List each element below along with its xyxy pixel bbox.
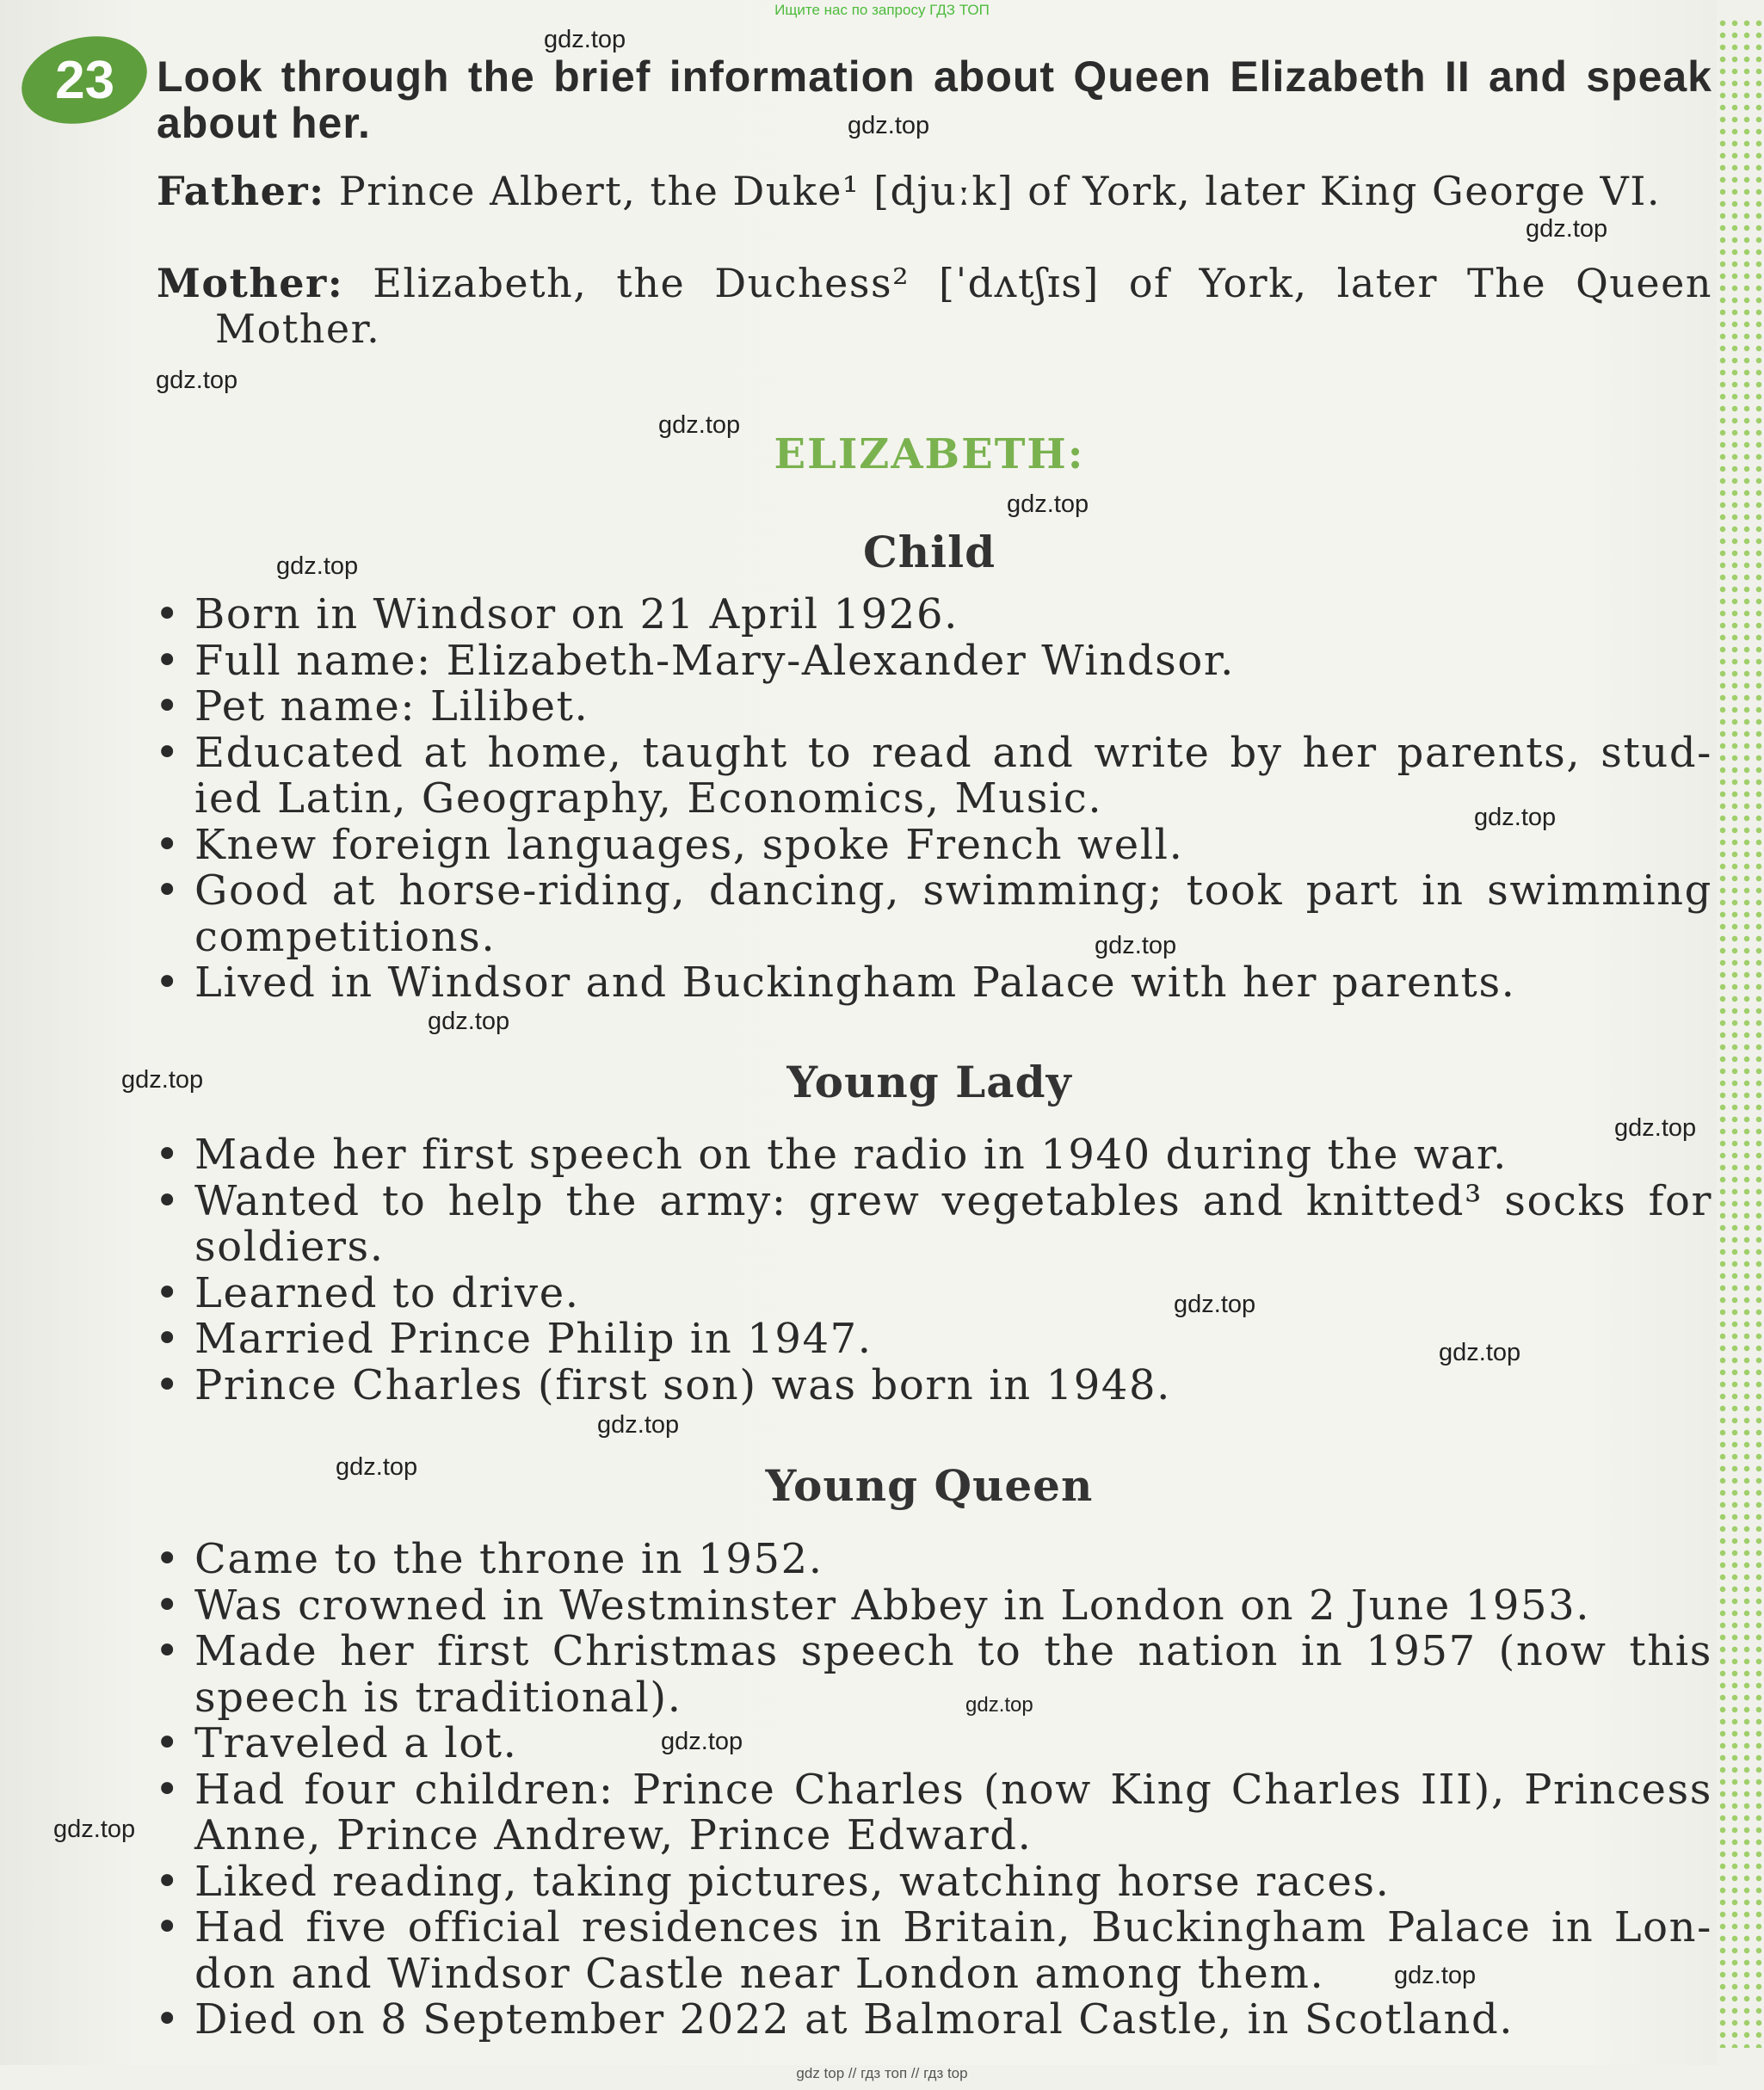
main-heading: ELIZABETH:	[774, 430, 1085, 478]
young-queen-list	[155, 1537, 1712, 2044]
watermark: gdz.top	[336, 1453, 418, 1481]
watermark: gdz.top	[1474, 804, 1557, 831]
child-list	[155, 592, 1712, 1007]
watermark: gdz.top	[428, 1008, 510, 1035]
watermark: gdz.top	[965, 1693, 1033, 1717]
watermark: gdz.top	[156, 367, 238, 394]
list-item: • Was crowned in Westminster Abbey in London on 2 June 1953.	[155, 1583, 1712, 1630]
watermark: gdz.top	[597, 1411, 680, 1439]
list-item: • Good at horse-riding, dancing, swimming; took part in swimming competitions.	[155, 868, 1712, 960]
mother-info	[157, 261, 1712, 352]
mother-label: Mother:	[157, 260, 344, 306]
exercise-task: Look through the brief information about Queen Elizabeth II and speak about her.	[157, 52, 1712, 147]
father-info	[157, 169, 1712, 214]
watermark: gdz.top	[1439, 1339, 1521, 1366]
list-item: • Had four children: Prince Charles (now King Charles III), Princess Anne, Prince Andrew, Prince Edward.	[155, 1767, 1712, 1859]
section-title-young-queen: Young Queen	[765, 1460, 1094, 1511]
watermark: gdz.top	[544, 26, 626, 53]
list-item: • Made her first speech on the radio in 1940 during the war.	[155, 1132, 1712, 1179]
bottom-note: gdz top // гдз топ // гдз top	[796, 2065, 968, 2081]
list-item: • Wanted to help the army: grew vegetables and knitted³ socks for soldiers.	[155, 1179, 1712, 1271]
list-item: • Died on 8 September 2022 at Balmoral Castle, in Scotland.	[155, 1997, 1712, 2044]
watermark: gdz.top	[1007, 490, 1089, 518]
father-text: Prince Albert, the Duke¹ [djuːk] of York, later King George VI.	[324, 168, 1661, 214]
watermark: gdz.top	[121, 1066, 204, 1094]
father-label: Father:	[157, 168, 325, 214]
list-item: • Born in Windsor on 21 April 1926.	[155, 592, 1712, 638]
list-item: • Knew foreign languages, spoke French well.	[155, 823, 1712, 869]
watermark: gdz.top	[1174, 1291, 1256, 1318]
list-item: • Lived in Windsor and Buckingham Palace with her parents.	[155, 960, 1712, 1007]
watermark: gdz.top	[661, 1728, 743, 1755]
list-item: • Liked reading, taking pictures, watching horse races.	[155, 1859, 1712, 1906]
list-item: • Made her first Christmas speech to the nation in 1957 (now this speech is traditional).	[155, 1629, 1712, 1721]
list-item: • Prince Charles (first son) was born in 1948.	[155, 1363, 1712, 1409]
watermark: gdz.top	[1526, 215, 1608, 243]
mother-text: Elizabeth, the Duchess² [ˈdʌtʃɪs] of York, later The Queen Mother.	[215, 260, 1712, 352]
section-title-young-lady: Young Lady	[786, 1057, 1072, 1107]
list-item: • Pet name: Lilibet.	[155, 684, 1712, 731]
watermark: gdz.top	[1095, 932, 1177, 959]
list-item: • Educated at home, taught to read and write by her parents, stud-ied Latin, Geography, Economics, Music.	[155, 731, 1712, 823]
section-title-child: Child	[862, 527, 996, 577]
exercise-number: 23	[54, 50, 114, 110]
list-item: • Married Prince Philip in 1947.	[155, 1316, 1712, 1363]
top-search-note: Ищите нас по запросу ГДЗ ТОП	[774, 2, 990, 18]
watermark: gdz.top	[276, 552, 359, 580]
list-item: • Full name: Elizabeth-Mary-Alexander Windsor.	[155, 638, 1712, 685]
list-item: • Learned to drive.	[155, 1271, 1712, 1317]
watermark: gdz.top	[658, 411, 741, 439]
dotted-border-decoration	[1717, 17, 1764, 2048]
watermark: gdz.top	[848, 112, 930, 139]
watermark: gdz.top	[53, 1816, 136, 1843]
watermark: gdz.top	[1614, 1114, 1697, 1142]
list-item: • Had five official residences in Britain, Buckingham Palace in Lon-don and Windsor Castle near London among them.	[155, 1905, 1712, 1997]
list-item: • Came to the throne in 1952.	[155, 1537, 1712, 1583]
list-item: • Traveled a lot.	[155, 1721, 1712, 1767]
watermark: gdz.top	[1394, 1962, 1477, 1989]
